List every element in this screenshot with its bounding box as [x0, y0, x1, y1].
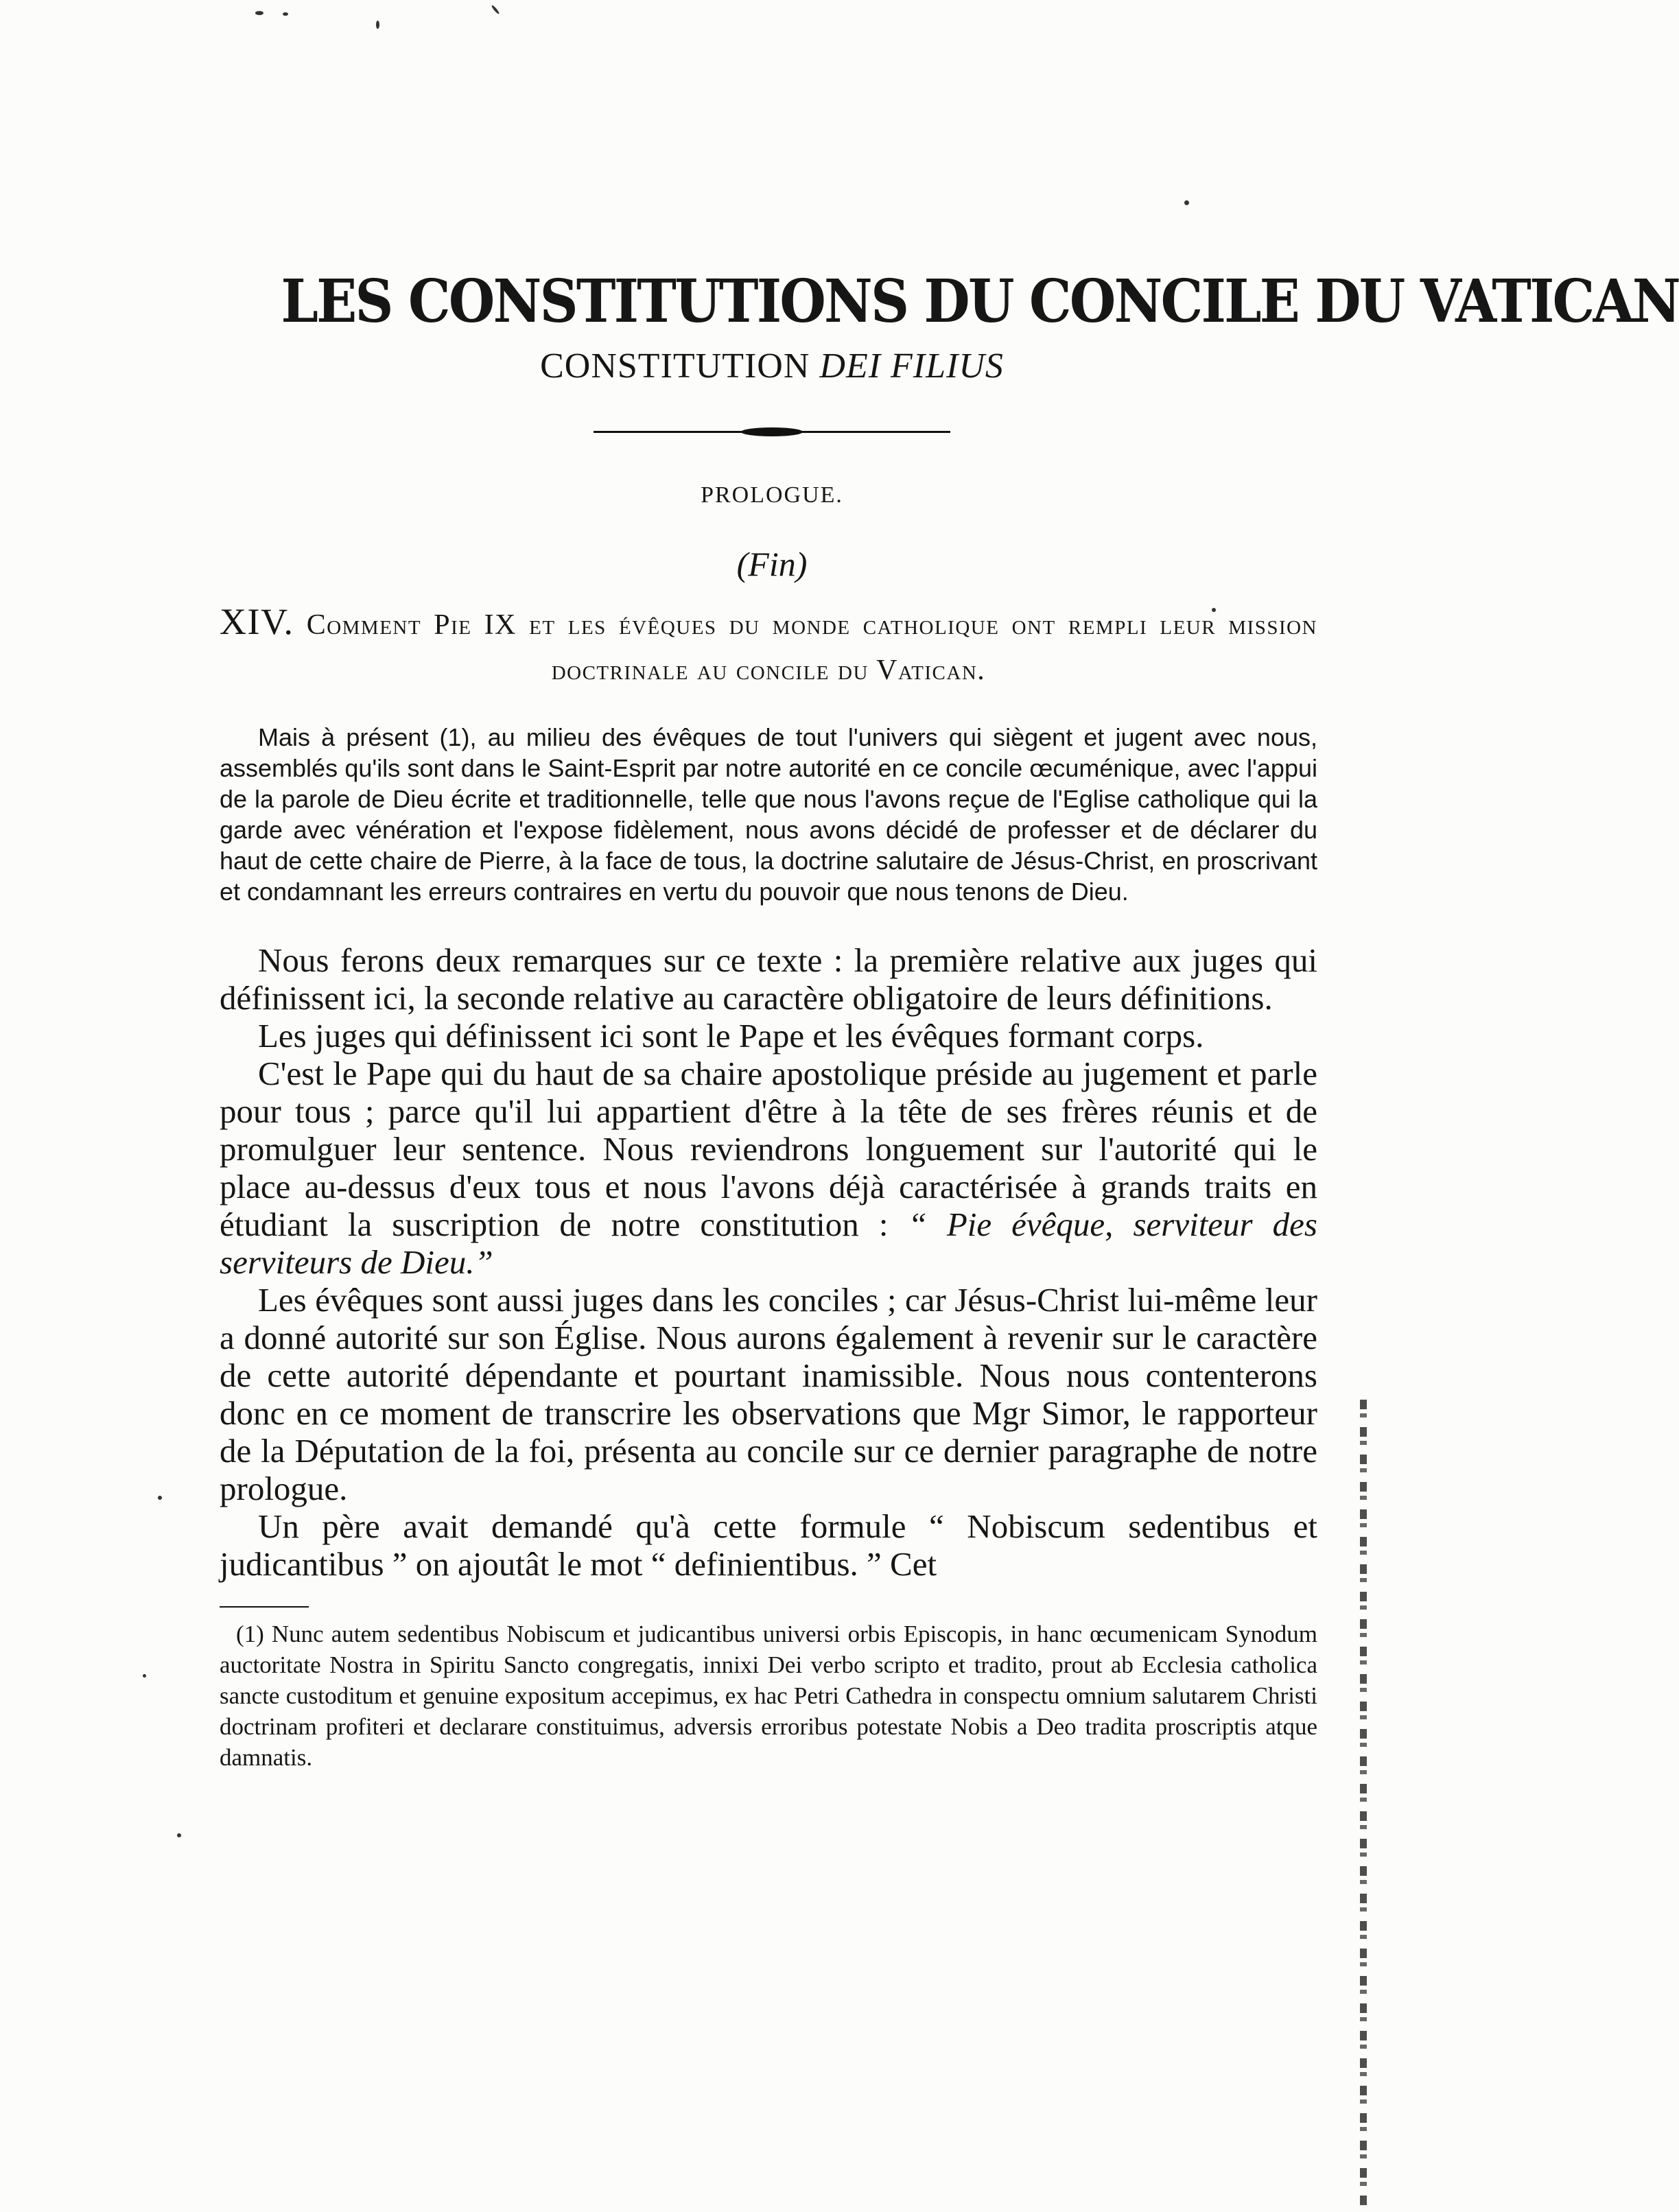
section-number: XIV. [220, 601, 294, 642]
scan-speck [143, 1674, 146, 1678]
scan-speck [177, 1833, 181, 1837]
paragraph: Les juges qui définissent ici sont le Pape et les évêques formant corps. [258, 1017, 1204, 1055]
paragraph: Les évêques sont aussi juges dans les conciles ; car Jésus-Christ lui-même leur a donné autorité sur son Église. Nous aurons également à revenir sur le caractère de cette autorité dépendante et pourtant inamissible. Nous nous contenterons donc en ce moment de transcrire les observations que Mgr Simor, le rapporteur de la Députation de la foi, présenta au concile sur ce dernier paragraphe de notre prologue. [220, 1281, 1317, 1507]
page [220, 267, 1679, 1773]
scan-speck [376, 21, 379, 29]
scan-speck [255, 11, 263, 15]
page-title: LES CONSTITUTIONS DU CONCILE DU VATICAN [281, 267, 1679, 336]
paragraph: Un père avait demandé qu'à cette formule “ Nobiscum sedentibus et judicantibus ” on ajoutât le mot “ definientibus. ” Cet [220, 1507, 1317, 1583]
scan-speck [158, 1496, 162, 1500]
ornamental-rule [594, 431, 950, 433]
paragraph: Nous ferons deux remarques sur ce texte : la première relative aux juges qui définissent ici, la seconde relative au caractère obligatoire de leurs définitions. [220, 941, 1317, 1017]
section-heading [220, 599, 1317, 693]
subtitle [226, 346, 1317, 387]
scan-speck [491, 5, 500, 15]
paragraph [220, 1055, 1317, 1281]
scan-speck [283, 12, 288, 16]
scan-speck [1184, 200, 1189, 205]
paragraph-text: C'est le Pape qui du haut de sa chaire apostolique préside au jugement et parle pour tous ; parce qu'il lui appartient d'être à la tête de ses frères réunis et de promulguer leur sentence. Nous reviendrons longuement sur l'autorité qui le place au-dessus d'eux tous et nous l'avons déjà caractérisée à grands traits en étudiant la suscription de notre constitution : [220, 1055, 1317, 1243]
inline-quote: “ Pie évêque, serviteur des serviteurs de Dieu.” [220, 1205, 1317, 1281]
quoted-passage: Mais à présent (1), au milieu des évêques de tout l'univers qui siègent et jugent avec nous, assemblés qu'ils sont dans le Saint-Esprit par notre autorité en ce concile œcuménique, avec l'appui de la parole de Dieu écrite et traditionnelle, telle que nous l'avons reçue de l'Eglise catholique qui la garde avec vénération et l'expose fidèlement, nous avons décidé de professer et de déclarer du haut de cette chaire de Pierre, à la face de tous, la doctrine salutaire de Jésus-Christ, en proscrivant et condamnant les erreurs contraires en vertu du pouvoir que nous tenons de Dieu. [220, 723, 1317, 906]
continuation-label: (Fin) [736, 545, 808, 583]
footnote: (1) Nunc autem sedentibus Nobiscum et judicantibus universi orbis Episcopis, in hanc œcumenicam Synodum auctoritate Nostra in Spiritu Sancto congregatis, innixi Dei verbo scripto et tradito, prout ab Ecclesia catholica sancte custoditum et genuine expositum accepimus, ex hac Petri Cathedra in conspectu omnium salutarem Christi doctrinam profiteri et declarare constituimus, adversis erroribus potestate Nobis a Deo tradita proscriptis atque damnatis. [220, 1621, 1317, 1771]
section-heading-text: Comment Pie IX et les évêques du monde catholique ont rempli leur mission doctrinale au concile du Vatican. [306, 609, 1317, 686]
body-text [220, 941, 1317, 1583]
scan-edge-artifact [1360, 1400, 1367, 2209]
footnote-divider [220, 1606, 309, 1608]
subtitle-main: CONSTITUTION [540, 346, 810, 386]
subtitle-italic: DEI FILIUS [819, 346, 1004, 386]
section-label: PROLOGUE. [701, 482, 843, 508]
